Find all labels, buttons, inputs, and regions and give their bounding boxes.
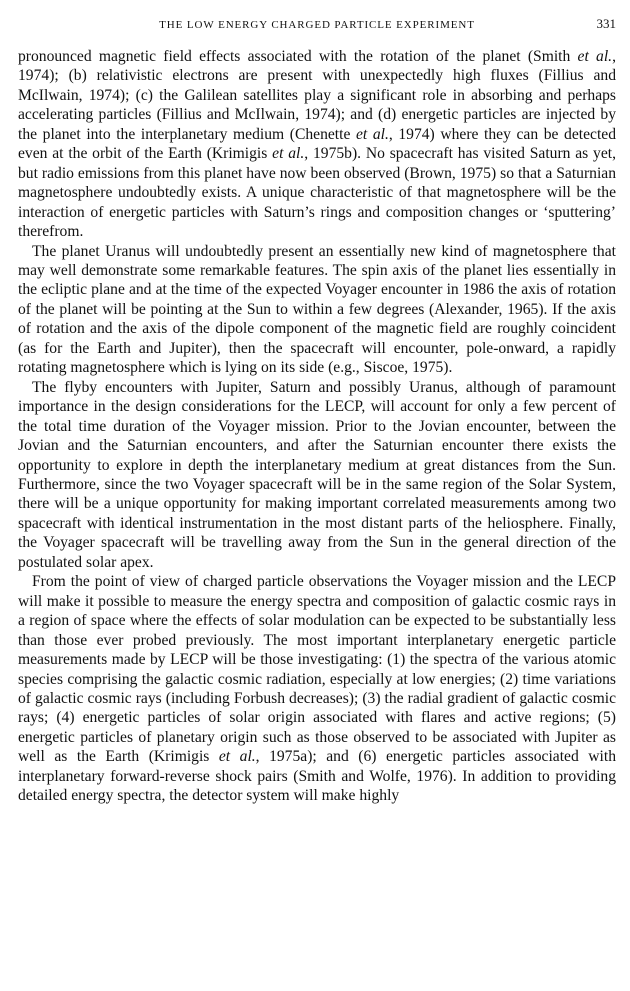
running-title: THE LOW ENERGY CHARGED PARTICLE EXPERIMENT — [159, 19, 475, 31]
running-header — [18, 16, 616, 38]
body-text — [18, 47, 616, 806]
paragraph-uranus: The planet Uranus will undoubtedly present an essentially new kind of magnetosphere that may well demonstrate some remarkable features. The spin axis of the planet lies essentially in the ecliptic plane and at the time of the expected Voyager encounter in 1986 the axis of rotation of the planet will be pointing at the Sun to within a few degrees (Alexander, 1965). If the axis of rotation and the axis of the dipole component of the magnetic field are roughly coincident (as for the Earth and Jupiter), then the spacecraft will encounter, pole-onward, a rapidly rotating magnetosphere which is lying on its side (e.g., Siscoe, 1975). — [18, 242, 616, 377]
paragraph-jupiter-saturn: pronounced magnetic field effects associated with the rotation of the planet (Smith et al., 1974); (b) relativistic electrons are present with unexpectedly high fluxes (Fillius and McIlwain, 1974); (c) the Galilean satellites play a significant role in absorbing and perhaps accelerating particles (Fillius and McIlwain, 1974); and (d) energetic particles are injected by the planet into the interplanetary medium (Chenette et al., 1974) where they can be detected even at the orbit of the Earth (Krimigis et al., 1975b). No spacecraft has visited Saturn as yet, but radio emissions from this planet have now been observed (Brown, 1975) so that a Saturnian magnetosphere undoubtedly exists. A unique characteristic of that magnetosphere will be the interaction of energetic particles with Saturn’s rings and composition changes or ‘sputtering’ therefrom. — [18, 48, 617, 241]
page-number: 331 — [596, 16, 616, 31]
paragraph-flyby-encounters: The flyby encounters with Jupiter, Saturn and possibly Uranus, although of paramount importance in the design considerations for the LECP, will account for only a few percent of the total time duration of the Voyager mission. Prior to the Jovian encounter, between the Jovian and the Saturnian encounters, and after the Saturnian encounter there exists the opportunity to explore in depth the interplanetary medium at great distances from the Sun. Furthermore, since the two Voyager spacecraft will be in the same region of the Solar System, there will be a unique opportunity for making important correlated measurements among two spacecraft with identical instrumentation in the most distant parts of the heliosphere. Finally, the Voyager spacecraft will be travelling away from the Sun in the general direction of the postulated solar apex. — [18, 378, 616, 571]
paragraph-charged-particle-observations: From the point of view of charged particle observations the Voyager mission and the LECP will make it possible to measure the energy spectra and composition of galactic cosmic rays in a region of space where the effects of solar modulation can be expected to be substantially less than those ever probed previously. The most important interplanetary energetic particle measurements made by LECP will be those investigating: (1) the spectra of the various atomic species comprising the galactic cosmic radiation, especially at low energies; (2) time variations of galactic cosmic rays (including Forbush decreases); (3) the radial gradient of galactic cosmic rays; (4) energetic particles of solar origin associated with flares and active regions; (5) energetic particles of planetary origin such as those observed to be associated with Jupiter as well as the Earth (Krimigis et al., 1975a); and (6) energetic particles associated with interplanetary forward-reverse shock pairs (Smith and Wolfe, 1976). In addition to providing detailed energy spectra, the detector system will make highly — [18, 573, 616, 805]
